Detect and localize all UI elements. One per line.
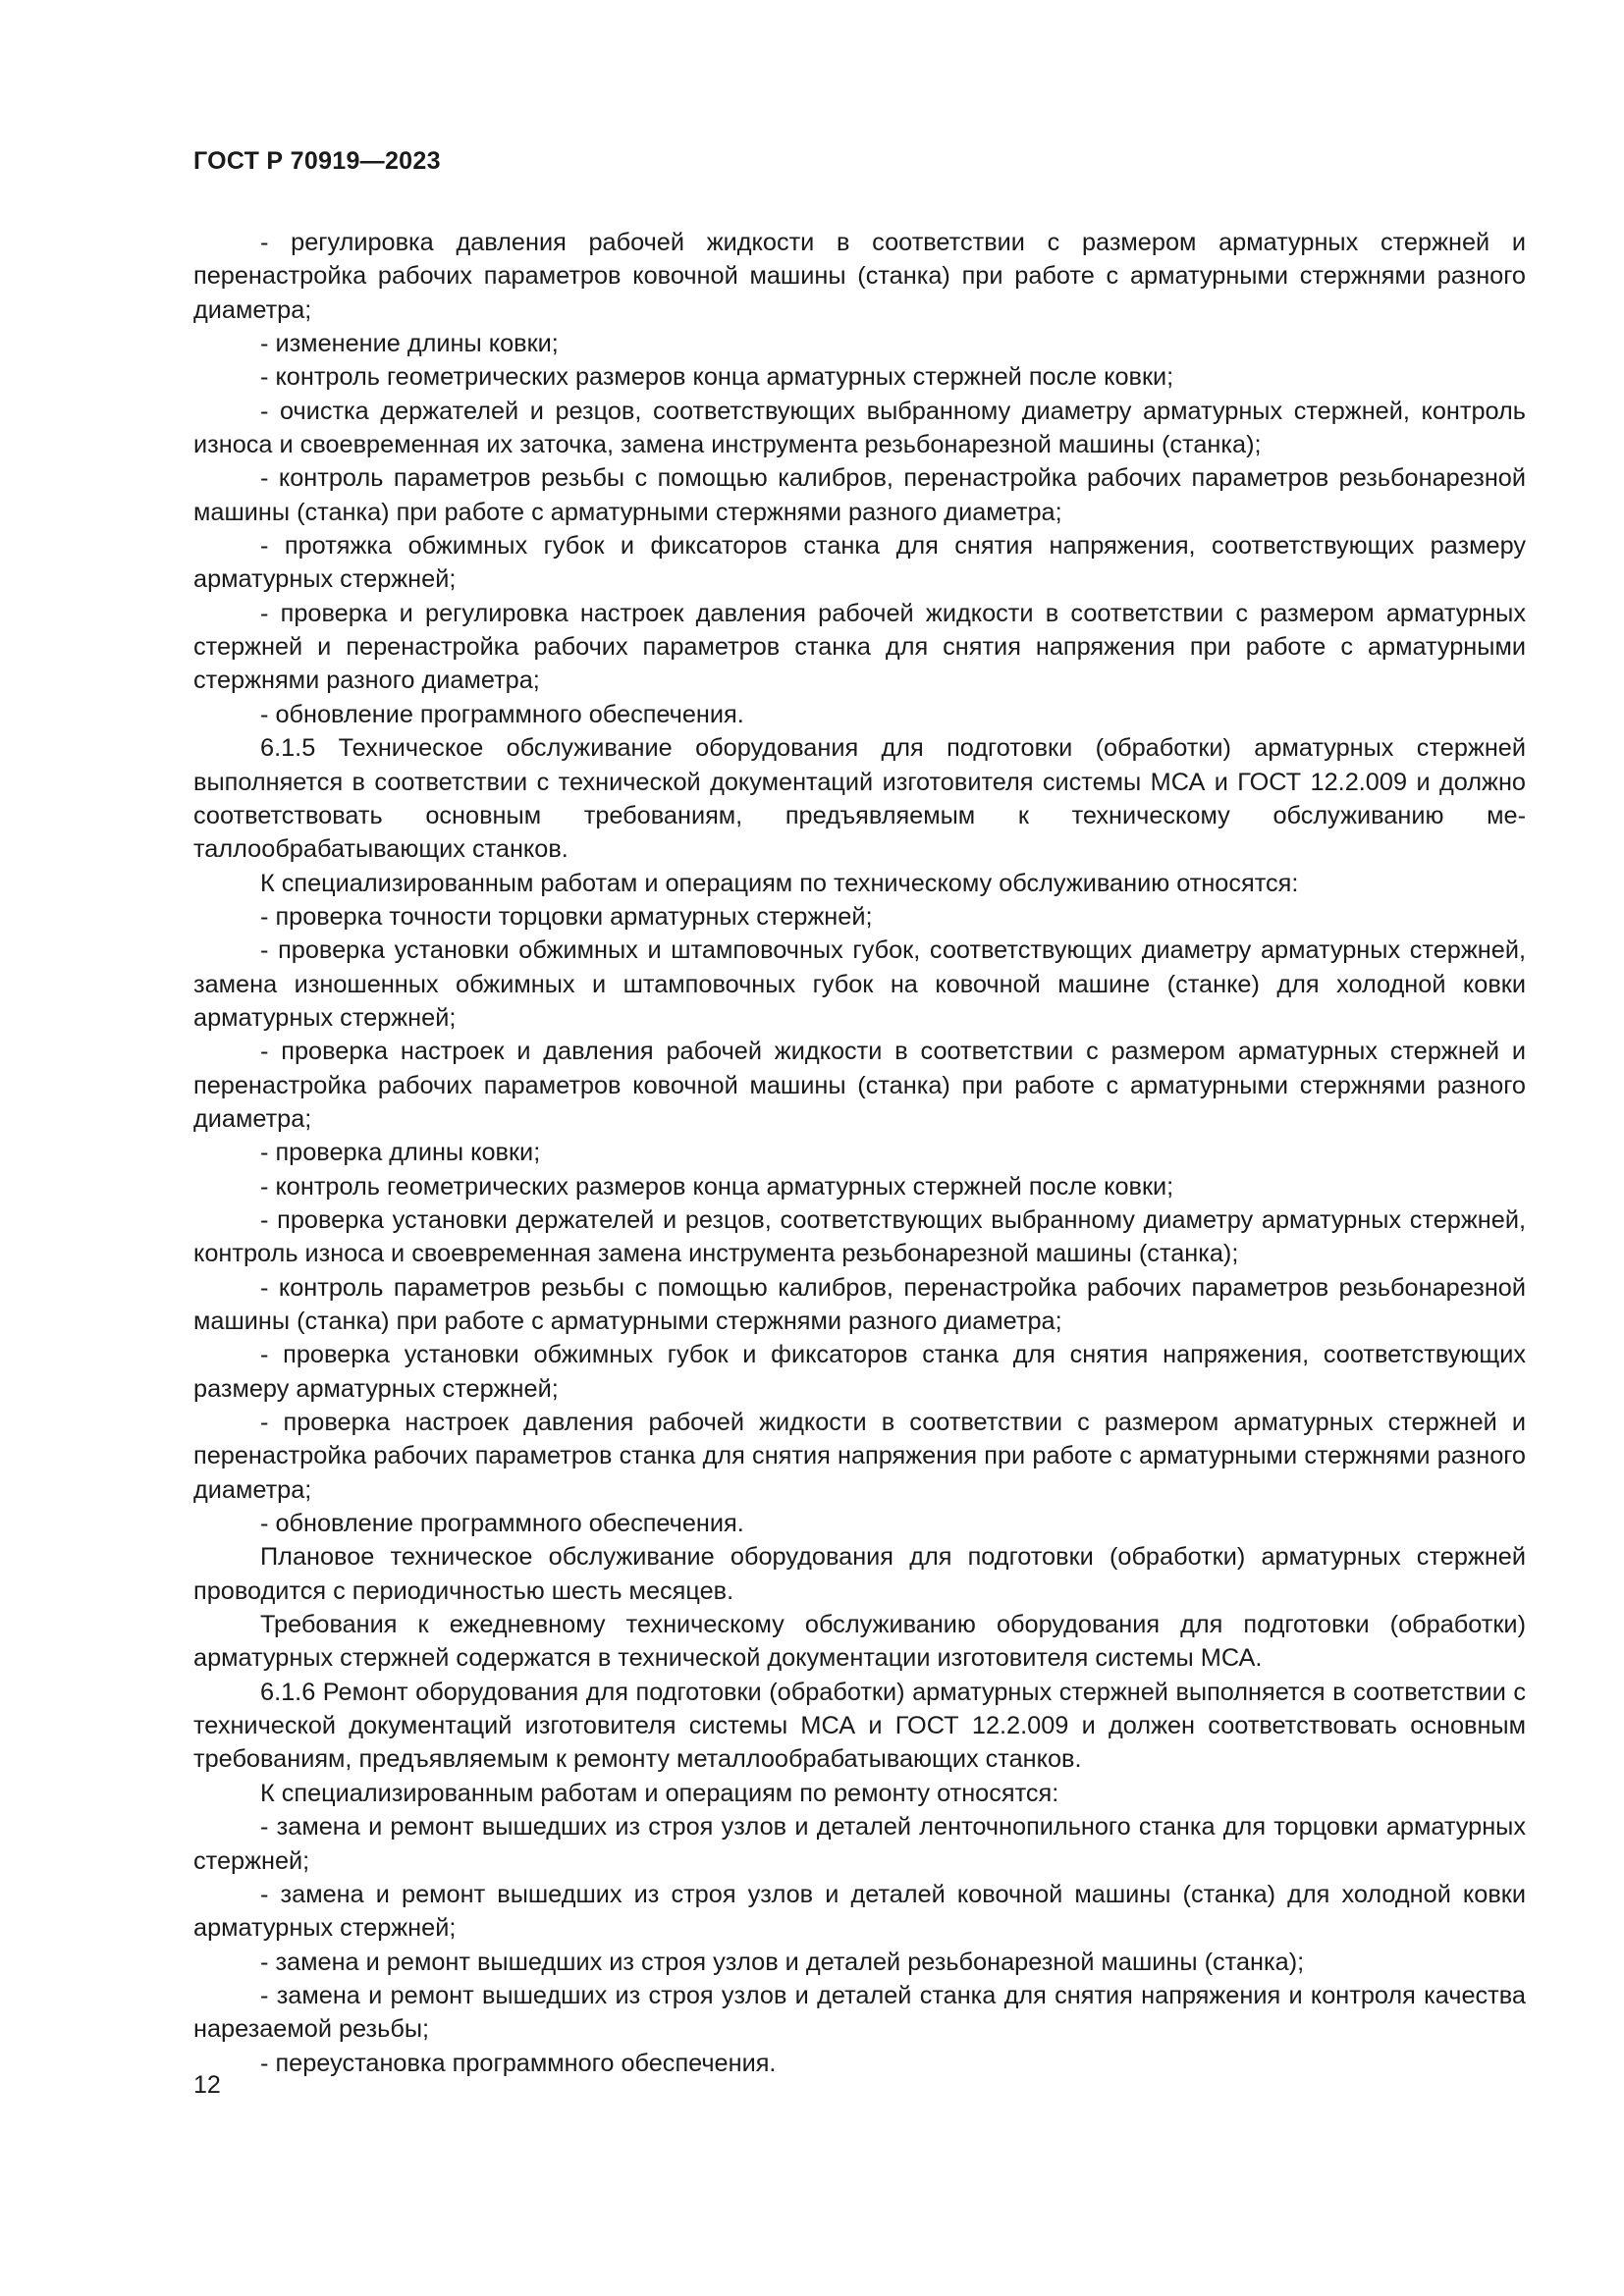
paragraph: - проверка установки обжимных губок и фиксаторов станка для снятия напряжения, соответствующих размеру арматурных стержней; [193,1341,1526,1403]
paragraph: - замена и ремонт вышедших из строя узлов и деталей резьбонарезной машины (станка); [260,1948,1305,1976]
paragraph: Плановое техническое обслуживание оборудования для подготовки (обработки) арматурных стержней проводится с периодичностью шесть месяцев. [193,1543,1526,1605]
paragraph: - проверка установки держателей и резцов, соответствующих выбранному диаметру арматурных стержней, контроль износа и своевременная замена инструмента резьбонарезной машины (станка); [193,1205,1526,1268]
paragraph: К специализированным работам и операциям по техническому обслуживанию относятся: [260,869,1299,897]
paragraph: - контроль геометрических размеров конца арматурных стержней после ковки; [260,363,1174,392]
paragraph: - проверка настроек и давления рабочей жидкости в соответствии с размером арматурных стержней и перенастройка рабочих параметров ковочной машины (станка) при работе с арматурными стержнями разного диаметра; [193,1038,1526,1133]
page-number: 12 [193,2071,221,2099]
paragraph: К специализированным работам и операциям по ремонту относятся: [260,1779,1059,1807]
paragraph: Требования к ежедневному техническому обслуживанию оборудования для подготовки (обработки) арматурных стержней содержатся в технической документации изготовителя системы МСА. [193,1611,1526,1673]
paragraph: - проверка длины ковки; [260,1139,541,1167]
section-paragraph-6-1-6: 6.1.6 Ремонт оборудования для подготовки (обработки) арматурных стержней выполняется в соответствии с технической документаций изготовителя системы МСА и ГОСТ 12.2.009 и должен соответствовать основным требованиям, предъявляемым к ремонту металлообрабатывающих станков. [193,1678,1526,1774]
paragraph: - переустановка программного обеспечения. [260,2049,777,2077]
paragraph: - контроль геометрических размеров конца арматурных стержней после ковки; [260,1172,1174,1201]
section-paragraph-6-1-5: 6.1.5 Техническое обслуживание оборудования для подготовки (обработки) арматурных стержней выполняется в соответствии с технической документаций изготовителя системы МСА и ГОСТ 12.2.009 и должно соответствовать основным требованиям, предъявляемым к техническому обслуживанию металлообрабатывающих станков. [193,734,1526,864]
paragraph: - замена и ремонт вышедших из строя узлов и деталей ленточнопильного станка для торцовки арматурных стержней; [193,1813,1526,1875]
paragraph: - обновление программного обеспечения. [260,700,744,728]
paragraph: - проверка настроек давления рабочей жидкости в соответствии с размером арматурных стержней и перенастройка рабочих параметров станка для снятия напряжения при работе с арматурными стержнями разного диаметра; [193,1409,1526,1504]
paragraph: - обновление программного обеспечения. [260,1510,744,1538]
paragraph: - проверка и регулировка настроек давления рабочей жидкости в соответствии с размером арматурных стержней и перенастройка рабочих параметров станка для снятия напряжения при работе с арматурными стержнями разного диаметра; [193,599,1526,695]
paragraph: - изменение длины ковки; [260,330,559,358]
paragraph: - очистка держателей и резцов, соответствующих выбранному диаметру арматурных стержней, контроль износа и своевременная их заточка, замена инструмента резьбонарезной машины (станка); [193,397,1526,459]
paragraph: - проверка установки обжимных и штамповочных губок, соответствующих диаметру арматурных стержней, замена изношенных обжимных и штамповочных губок на ковочной машине (станке) для холодной ковки арматурных стержней; [193,936,1526,1032]
document-id-header: ГОСТ Р 70919—2023 [193,147,441,175]
paragraph: - проверка точности торцовки арматурных стержней; [260,902,873,931]
paragraph: - протяжка обжимных губок и фиксаторов станка для снятия напряжения, соответствующих размеру арматурных стержней; [193,532,1526,594]
paragraph: - замена и ремонт вышедших из строя узлов и деталей станка для снятия напряжения и контроля качества нарезаемой резьбы; [193,1981,1526,2044]
paragraph: - контроль параметров резьбы с помощью калибров, перенастройка рабочих параметров резьбонарезной машины (станка) при работе с арматурными стержнями разного диаметра; [193,1273,1526,1335]
paragraph: - замена и ремонт вышедших из строя узлов и деталей ковочной машины (станка) для холодной ковки арматурных стержней; [193,1880,1526,1943]
paragraph: - регулировка давления рабочей жидкости в соответствии с размером арматурных стержней и перенастройка рабочих параметров ковочной машины (станка) при работе с арматурными стержнями разного диаметра; [193,229,1526,324]
document-body [193,226,1526,2080]
paragraph: - контроль параметров резьбы с помощью калибров, перенастройка рабочих параметров резьбонарезной машины (станка) при работе с арматурными стержнями разного диаметра; [193,464,1526,526]
